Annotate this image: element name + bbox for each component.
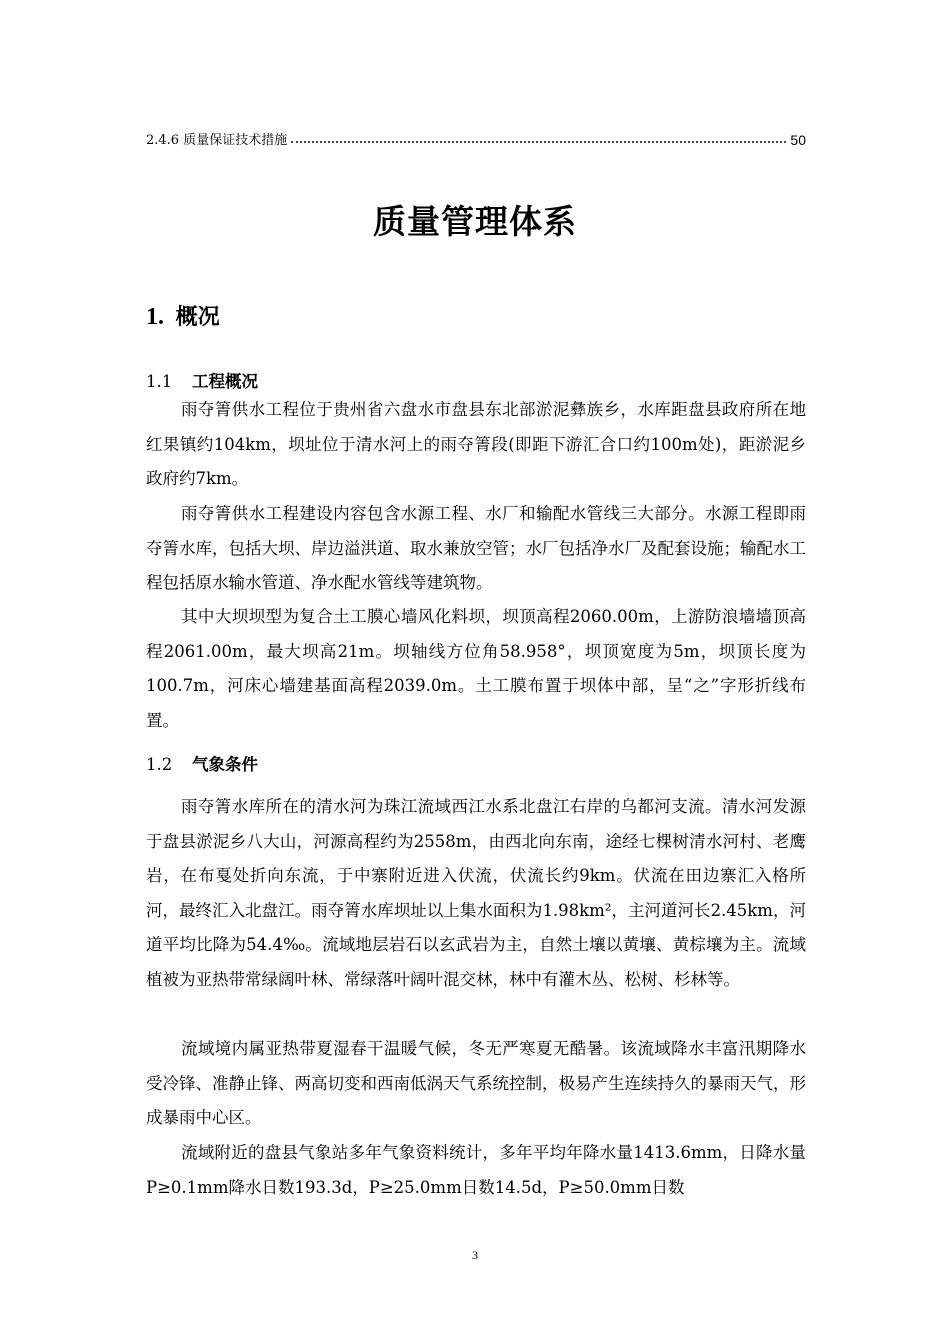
toc-entry-text: 2.4.6 质量保证技术措施	[146, 133, 288, 148]
subsection-number: 1.1	[146, 372, 173, 391]
toc-dot-leader	[291, 141, 786, 143]
toc-entry[interactable]	[146, 126, 806, 148]
subsection-title: 气象条件	[192, 755, 258, 774]
paragraph: 流域境内属亚热带夏湿春干温暖气候，冬无严寒夏无酷暑。该流域降水丰富汛期降水受冷锋、准静止锋、两高切变和西南低涡天气系统控制，极易产生连续持久的暴雨天气，形成暴雨中心区。	[146, 1039, 806, 1127]
section-title: 概况	[175, 305, 220, 330]
paragraph: 其中大坝坝型为复合土工膜心墙风化料坝，坝顶高程2060.00m，上游防浪墙墙顶高程2061.00m，最大坝高21m。坝轴线方位角58.958°，坝顶宽度为5m，坝顶长度为100.7m，河床心墙建基面高程2039.0m。土工膜布置于坝体中部，呈“之”字形折线布置。	[146, 607, 806, 730]
document-title: 质量管理体系	[373, 202, 577, 241]
paragraph: 流域附近的盘县气象站多年气象资料统计，多年平均年降水量1413.6mm，日降水量P≥0.1mm降水日数193.3d，P≥25.0mm日数14.5d，P≥50.0mm日数	[146, 1143, 806, 1197]
section-heading	[146, 300, 220, 331]
paragraph: 雨夺箐供水工程建设内容包含水源工程、水厂和输配水管线三大部分。水源工程即雨夺箐水库，包括大坝、岸边溢洪道、取水兼放空管；水厂包括净水厂及配套设施；输配水工程包括原水输水管道、净水配水管线等建筑物。	[146, 504, 806, 592]
subsection-number: 1.2	[146, 755, 173, 774]
paragraph: 雨夺箐水库所在的清水河为珠江流域西江水系北盘江右岸的乌都河支流。清水河发源于盘县淤泥乡八大山，河源高程约为2558m，由西北向东南，途经七棵树清水河村、老鹰岩，在布戛处折向东流，于中寨附近进入伏流，伏流长约9km。伏流在田边寨汇入格所河，最终汇入北盘江。雨夺箐水库坝址以上集水面积为1.98km²，主河道河长2.45km，河道平均比降为54.4‰。流域地层岩石以玄武岩为主，自然土壤以黄壤、黄棕壤为主。流域植被为亚热带常绿阔叶林、常绿落叶阔叶混交林，林中有灌木丛、松树、杉林等。	[146, 797, 806, 989]
subsection-heading-1-2	[146, 751, 258, 775]
subsection-title: 工程概况	[192, 372, 258, 391]
toc-page-number: 50	[790, 132, 806, 148]
section-number: 1.	[146, 304, 164, 330]
subsection-heading-1-1	[146, 368, 258, 392]
page-number: 3	[472, 1248, 478, 1262]
paragraph: 雨夺箐供水工程位于贵州省六盘水市盘县东北部淤泥彝族乡，水库距盘县政府所在地红果镇约104km，坝址位于清水河上的雨夺箐段(即距下游汇合口约100m处)，距淤泥乡政府约7km。	[146, 400, 806, 488]
